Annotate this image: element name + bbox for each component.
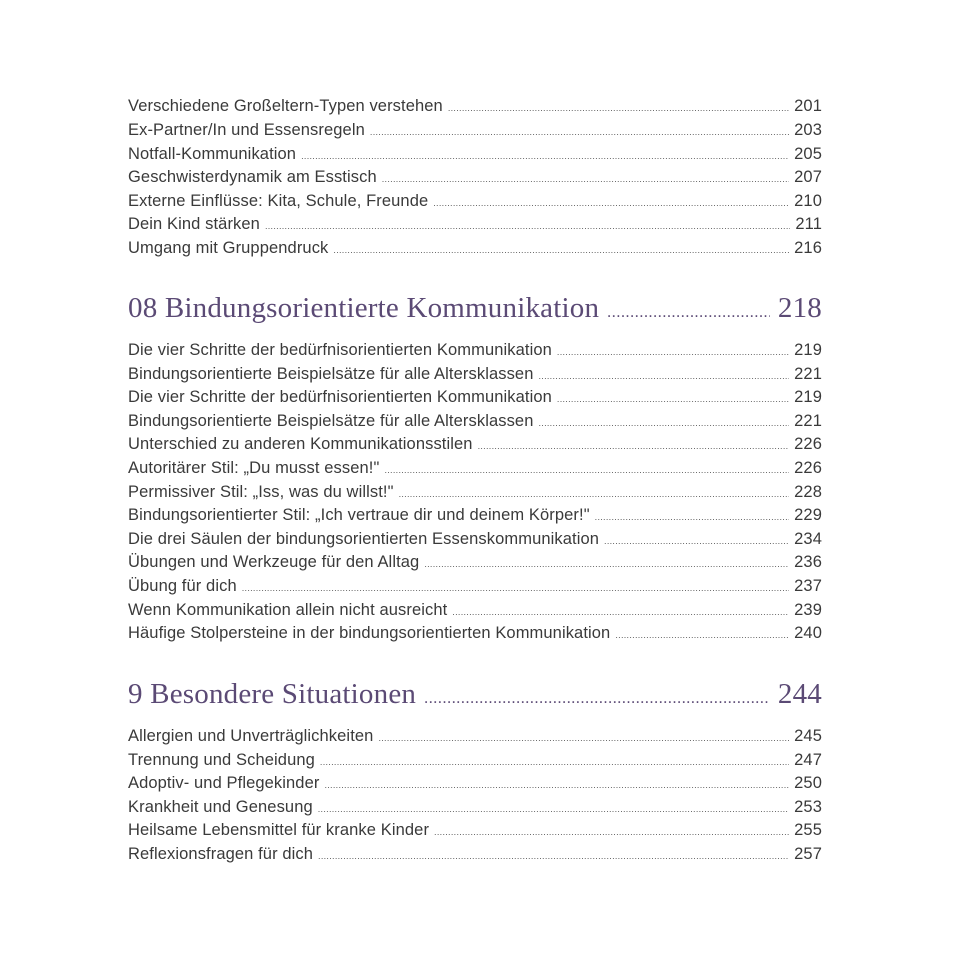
toc-entry-page: 247 [794, 751, 822, 769]
toc-entry-title: Unterschied zu anderen Kommunikationsstilen [128, 435, 473, 453]
toc-entry[interactable] [128, 553, 822, 575]
toc-entry-page: 219 [794, 388, 822, 406]
dot-leader [382, 174, 789, 184]
toc-entry-title: Allergien und Unverträglichkeiten [128, 727, 374, 745]
dot-leader [370, 127, 789, 137]
chapter-title: 08 Bindungsorientierte Kommunikation [128, 292, 600, 324]
dot-leader [615, 630, 789, 640]
toc-entry[interactable] [128, 168, 822, 190]
dot-leader [607, 304, 770, 322]
toc-entry-page: 240 [794, 624, 822, 642]
toc-entry-page: 226 [794, 435, 822, 453]
toc-entry[interactable] [128, 624, 822, 646]
toc-entry-page: 228 [794, 483, 822, 501]
toc-entry[interactable] [128, 774, 822, 796]
dot-leader [399, 489, 790, 499]
toc-entry-title: Verschiedene Großeltern-Typen verstehen [128, 97, 443, 115]
toc-entry-title: Häufige Stolpersteine in der bindungsorientierten Kommunikation [128, 624, 611, 642]
dot-leader [333, 245, 789, 255]
toc-entry-page: 221 [794, 365, 822, 383]
toc-entry-page: 216 [794, 239, 822, 257]
toc-entry-title: Dein Kind stärken [128, 215, 260, 233]
toc-entry-title: Die vier Schritte der bedürfnisorientierten Kommunikation [128, 388, 552, 406]
toc-entry[interactable] [128, 530, 822, 552]
toc-entry-page: 207 [794, 168, 822, 186]
chapter-title: 9 Besondere Situationen [128, 678, 417, 710]
dot-leader [324, 780, 789, 790]
toc-entry[interactable] [128, 121, 822, 143]
toc-entry-title: Umgang mit Gruppendruck [128, 239, 329, 257]
dot-leader [318, 804, 789, 814]
toc-entry[interactable] [128, 435, 822, 457]
toc-entry[interactable] [128, 798, 822, 820]
toc-entry-page: 219 [794, 341, 822, 359]
toc-entry[interactable] [128, 727, 822, 749]
dot-leader [301, 151, 789, 161]
toc-entry[interactable] [128, 459, 822, 481]
toc-entry-title: Übung für dich [128, 577, 237, 595]
dot-leader [448, 103, 789, 113]
dot-leader [538, 371, 789, 381]
dot-leader [557, 394, 789, 404]
toc-entry[interactable] [128, 97, 822, 119]
toc-entry[interactable] [128, 388, 822, 410]
toc-entry-title: Autoritärer Stil: „Du musst essen!" [128, 459, 380, 477]
toc-entry[interactable] [128, 412, 822, 434]
toc-entry[interactable] [128, 192, 822, 214]
dot-leader [478, 441, 790, 451]
toc-entry-title: Wenn Kommunikation allein nicht ausreicht [128, 601, 448, 619]
toc-entry-title: Bindungsorientierte Beispielsätze für alle Altersklassen [128, 365, 534, 383]
toc-entry-page: 250 [794, 774, 822, 792]
dot-leader [378, 733, 789, 743]
dot-leader [557, 347, 789, 357]
toc-entry-title: Heilsame Lebensmittel für kranke Kinder [128, 821, 430, 839]
toc-entry-page: 245 [794, 727, 822, 745]
toc-entry-page: 255 [794, 821, 822, 839]
chapter-heading-9[interactable] [128, 678, 822, 716]
toc-entry-page: 205 [794, 145, 822, 163]
toc-entry-page: 253 [794, 798, 822, 816]
toc-entry[interactable] [128, 365, 822, 387]
toc-entry[interactable] [128, 145, 822, 167]
dot-leader [433, 198, 789, 208]
toc-entry-page: 234 [794, 530, 822, 548]
toc-entry[interactable] [128, 215, 822, 237]
dot-leader [595, 512, 790, 522]
toc-entry[interactable] [128, 751, 822, 773]
toc-entry-title: Übungen und Werkzeuge für den Alltag [128, 553, 420, 571]
chapter-page: 244 [777, 678, 822, 710]
toc-entry[interactable] [128, 506, 822, 528]
toc-entry[interactable] [128, 483, 822, 505]
toc-entry-page: 211 [795, 215, 822, 233]
dot-leader [265, 221, 790, 231]
dot-leader [424, 690, 770, 708]
toc-entry-title: Die vier Schritte der bedürfnisorientierten Kommunikation [128, 341, 552, 359]
toc-entry[interactable] [128, 239, 822, 261]
toc-entry-title: Ex-Partner/In und Essensregeln [128, 121, 365, 139]
dot-leader [434, 827, 789, 837]
toc-entry-title: Adoptiv- und Pflegekinder [128, 774, 320, 792]
toc-entry-title: Bindungsorientierter Stil: „Ich vertraue dir und deinem Körper!" [128, 506, 590, 524]
toc-entry-page: 236 [794, 553, 822, 571]
toc-entry-page: 229 [794, 506, 822, 524]
dot-leader [318, 851, 789, 861]
toc-entry-title: Krankheit und Genesung [128, 798, 313, 816]
toc-entry[interactable] [128, 577, 822, 599]
dot-leader [384, 465, 789, 475]
toc-entry-page: 257 [794, 845, 822, 863]
toc-entry[interactable] [128, 845, 822, 867]
toc-entry-title: Externe Einflüsse: Kita, Schule, Freunde [128, 192, 429, 210]
toc-entry-title: Geschwisterdynamik am Esstisch [128, 168, 377, 186]
dot-leader [604, 536, 789, 546]
toc-entry-title: Notfall-Kommunikation [128, 145, 297, 163]
toc-entry-page: 203 [794, 121, 822, 139]
toc-entry-title: Bindungsorientierte Beispielsätze für alle Altersklassen [128, 412, 534, 430]
toc-entry[interactable] [128, 601, 822, 623]
toc-entry-title: Reflexionsfragen für dich [128, 845, 314, 863]
toc-entry[interactable] [128, 821, 822, 843]
toc-entry-page: 237 [794, 577, 822, 595]
toc-entry[interactable] [128, 341, 822, 363]
toc-entry-title: Die drei Säulen der bindungsorientierten Essenskommunikation [128, 530, 600, 548]
toc-entry-page: 239 [794, 601, 822, 619]
toc-entry-page: 201 [794, 97, 822, 115]
toc-entry-title: Permissiver Stil: „Iss, was du willst!" [128, 483, 394, 501]
toc-entry-title: Trennung und Scheidung [128, 751, 315, 769]
dot-leader [424, 559, 789, 569]
dot-leader [538, 418, 789, 428]
toc-entry-page: 226 [794, 459, 822, 477]
chapter-page: 218 [777, 292, 822, 324]
dot-leader [452, 607, 789, 617]
dot-leader [320, 757, 789, 767]
toc-entry-page: 210 [794, 192, 822, 210]
chapter-heading-8[interactable] [128, 292, 822, 330]
toc-entry-page: 221 [794, 412, 822, 430]
dot-leader [242, 583, 789, 593]
